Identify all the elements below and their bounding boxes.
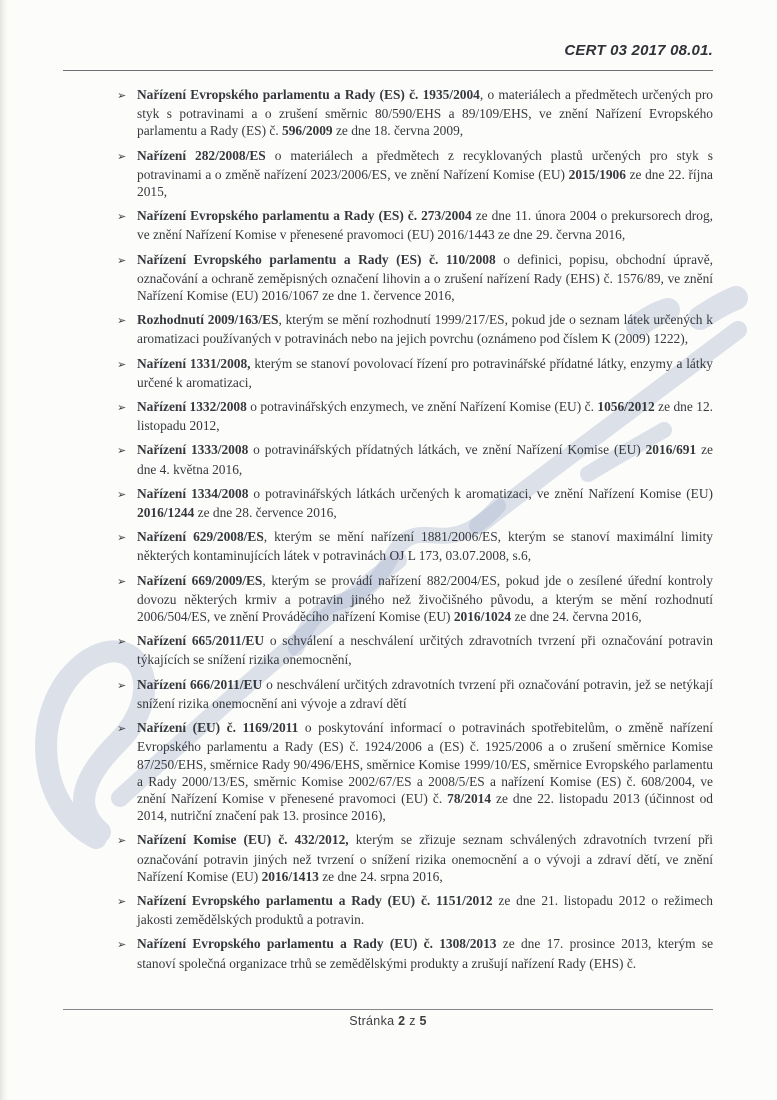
arrow-bullet-icon: ➢	[117, 636, 127, 649]
regulation-title: 2016/1413	[261, 868, 319, 884]
regulation-text: o materiálech a předmětech z recyklovaných plastů určených pro styk s potravinami a o změně nařízení 2023/2006/ES, ve znění Nařízení Komise (EU)	[137, 147, 713, 182]
regulation-text: o neschválení určitých zdravotních tvrzení při označování potravin, jež se netýkají snížení rizika onemocnění ani vývoje a zdraví dětí	[137, 676, 713, 711]
regulation-text: ze dne 12. listopadu 2012,	[137, 399, 714, 434]
arrow-bullet-icon: ➢	[117, 402, 127, 415]
arrow-bullet-icon: ➢	[117, 150, 127, 163]
arrow-bullet-icon: ➢	[117, 445, 127, 458]
regulation-title: 2016/691	[645, 442, 697, 458]
regulation-text: ze dne 11. února 2004 o prekursorech drog, ve znění Nařízení Komise v přenesené pravomoci (EU) 2016/1443 ze dne 29. června 2016,	[137, 208, 713, 243]
regulation-text: o potravinářských přídatných látkách, ve znění Nařízení Komise (EU)	[248, 442, 646, 458]
arrow-bullet-icon: ➢	[117, 211, 127, 224]
arrow-bullet-icon: ➢	[117, 358, 127, 371]
regulation-text: kterým se zřizuje seznam schválených zdravotních tvrzení při označování potravin jiných než tvrzení o snížení rizika onemocnění a o vývoji a zdraví dětí, ve znění Nařízení Komise (EU)	[137, 832, 713, 884]
regulation-text: , o materiálech a předmětech určených pro styk s potravinami a o zrušení směrnic 80/590/EHS a 89/109/EHS, ve znění Nařízení Evropského parlamentu a Rady (ES) č.	[137, 87, 713, 139]
arrow-bullet-icon: ➢	[117, 835, 127, 848]
regulation-text: ze dne 24. června 2016,	[511, 609, 642, 625]
regulation-title: Nařízení 665/2011/EU	[137, 633, 265, 649]
list-item	[117, 676, 713, 712]
list-item	[117, 355, 713, 391]
regulation-title: 2015/1906	[568, 166, 626, 182]
list-item	[117, 719, 713, 824]
regulation-title: Nařízení (EU) č. 1169/2011	[137, 720, 299, 736]
arrow-bullet-icon: ➢	[117, 939, 127, 952]
regulation-title: 1056/2012	[597, 399, 655, 415]
arrow-bullet-icon: ➢	[117, 488, 127, 501]
regulation-title: Nařízení 1332/2008	[137, 399, 247, 415]
regulation-title: Rozhodnutí 2009/163/ES	[137, 312, 279, 328]
page-footer	[63, 1014, 713, 1028]
document-body	[117, 86, 713, 979]
footer-rule	[63, 1009, 713, 1010]
regulation-title: 78/2014	[447, 790, 492, 806]
arrow-bullet-icon: ➢	[117, 90, 127, 102]
regulation-list	[117, 86, 713, 972]
regulation-title: Nařízení 282/2008/ES	[137, 147, 266, 163]
regulation-text: , kterým se mění rozhodnutí 1999/217/ES, pokud jde o seznam látek určených k aromatizaci používaných v potravinách nebo na jejich povrchu (oznámeno pod číslem K (2009) 1222),	[137, 312, 713, 347]
footer-label: Stránka	[349, 1014, 395, 1028]
regulation-title: Nařízení 1331/2008,	[137, 355, 251, 371]
regulation-title: Nařízení Evropského parlamentu a Rady (ES) č. 110/2008	[137, 251, 496, 267]
regulation-text: ze dne 21. listopadu 2012 o režimech jakosti zemědělských produktů a potravin.	[137, 892, 713, 928]
regulation-title: 2016/1244	[137, 505, 195, 521]
regulation-title: 596/2009	[282, 123, 333, 139]
regulation-title: Nařízení Evropského parlamentu a Rady (ES) č. 273/2004	[137, 208, 472, 224]
arrow-bullet-icon: ➢	[117, 532, 127, 545]
regulation-text: ze dne 22. listopadu 2013 (účinnost od 2014, nutriční značení pak 13. prosince 2016),	[137, 790, 713, 824]
regulation-title: Nařízení Evropského parlamentu a Rady (EU) č. 1151/2012	[137, 892, 493, 908]
regulation-text: ze dne 22. října 2015,	[137, 166, 713, 200]
list-item	[117, 441, 713, 477]
regulation-text: ze dne 28. července 2016,	[194, 505, 337, 521]
regulation-title: Nařízení 1333/2008	[137, 442, 249, 458]
regulation-text: , kterým se provádí nařízení 882/2004/ES, pokud jde o zesílené úřední kontroly dovozu některých krmiv a potravin jiného než živočišného původu, a kterým se mění rozhodnutí 2006/504/ES, ve znění Prováděcího nařízení Komise (EU)	[137, 572, 713, 625]
list-item	[117, 831, 713, 885]
regulation-text: kterým se stanoví povolovací řízení pro potravinářské přídatné látky, enzymy a látky určené k aromatizaci,	[137, 355, 713, 390]
arrow-bullet-icon: ➢	[117, 723, 127, 736]
scan-edge-artifact	[0, 0, 8, 1100]
regulation-text: o definici, popisu, obchodní úpravě, označování a ochraně zeměpisných označení lihovin a o zrušení nařízení Rady (EHS) č. 1576/89, ve znění Nařízení Komise (EU) 2016/1067 ze dne 1. července 2016,	[137, 251, 714, 304]
regulation-title: Nařízení Evropského parlamentu a Rady (EU) č. 1308/2013	[137, 936, 497, 952]
regulation-title: Nařízení 669/2009/ES	[137, 572, 263, 588]
footer-total-pages: 5	[419, 1014, 427, 1028]
list-item	[117, 572, 713, 626]
list-item	[117, 147, 713, 201]
regulation-title: Nařízení 1334/2008	[137, 485, 249, 501]
list-item	[117, 398, 713, 434]
list-item	[117, 935, 713, 971]
list-item	[117, 251, 713, 305]
regulation-text: o potravinářských enzymech, ve znění Nařízení Komise (EU) č.	[246, 399, 598, 415]
regulation-text: , kterým se mění nařízení 1881/2006/ES, kterým se stanoví maximální limity některých kontaminujících látek v potravinách OJ L 173, 03.07.2008, s.6,	[137, 529, 713, 564]
list-item	[117, 892, 713, 928]
list-item	[117, 311, 713, 347]
regulation-text: o poskytování informací o potravinách spotřebitelům, o změně nařízení Evropského parlamentu a Rady (ES) č. 1924/2006 a (ES) č. 1925/2006 a o zrušení směrnice Komise 87/250/EHS, směrnice Rady 90/496/EHS, směrnice Komise 1999/10/ES, směrnice Evropského parlamentu a Rady 2000/13/ES, směrnic Komise 2002/67/ES a 2008/5/ES a nařízení Komise (ES) č. 608/2004, ve znění Nařízení Komise v přenesené pravomoci (EU) č.	[137, 720, 713, 806]
list-item	[117, 632, 713, 668]
regulation-title: Nařízení 629/2008/ES	[137, 529, 264, 545]
list-item	[117, 528, 713, 564]
list-item	[117, 485, 713, 521]
arrow-bullet-icon: ➢	[117, 315, 127, 328]
regulation-title: 2016/1024	[453, 609, 512, 625]
regulation-title: Nařízení Evropského parlamentu a Rady (ES) č. 1935/2004	[137, 87, 480, 102]
regulation-text: ze dne 18. června 2009,	[332, 123, 464, 139]
arrow-bullet-icon: ➢	[117, 575, 127, 588]
footer-of-label: z	[409, 1014, 416, 1028]
document-code: CERT 03 2017 08.01.	[564, 42, 713, 59]
footer-page-number: 2	[398, 1014, 406, 1028]
regulation-text: ze dne 24. srpna 2016,	[318, 868, 443, 884]
regulation-text: o potravinářských látkách určených k aromatizaci, ve znění Nařízení Komise (EU)	[248, 485, 713, 501]
arrow-bullet-icon: ➢	[117, 254, 127, 267]
regulation-text: o schválení a neschválení určitých zdravotních tvrzení při označování potravin týkajících se snížení rizika onemocnění,	[137, 633, 713, 668]
regulation-title: Nařízení 666/2011/EU	[137, 676, 263, 692]
regulation-text: ze dne 17. prosince 2013, kterým se stanoví společná organizace trhů se zemědělskými produkty a zrušují nařízení Rady (EHS) č.	[137, 936, 714, 971]
list-item	[117, 207, 713, 243]
header-rule	[63, 70, 713, 71]
list-item	[117, 86, 713, 140]
regulation-text: ze dne 4. května 2016,	[137, 442, 713, 477]
regulation-title: Nařízení Komise (EU) č. 432/2012,	[137, 832, 349, 848]
arrow-bullet-icon: ➢	[117, 679, 127, 692]
arrow-bullet-icon: ➢	[117, 895, 127, 908]
